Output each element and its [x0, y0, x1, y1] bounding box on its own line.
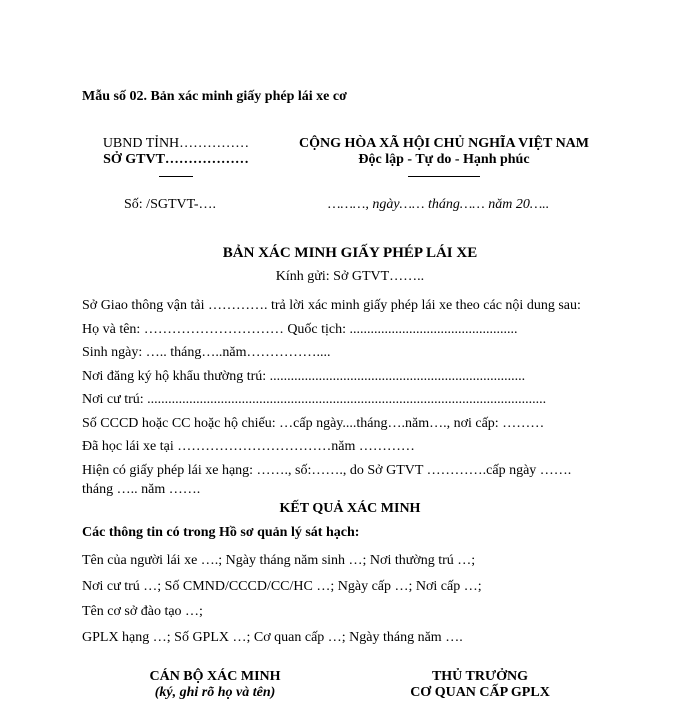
applicant-info [82, 294, 581, 498]
result-line: GPLX hạng …; Số GPLX …; Cơ quan cấp …; Ngày tháng năm …. [82, 629, 463, 645]
document-number: Số: /SGTVT-…. [124, 197, 217, 212]
right-separator [408, 176, 480, 177]
body-line: Sở Giao thông vận tải …………. trả lời xác minh giấy phép lái xe theo các nội dung sau: [82, 298, 581, 313]
body-line: Số CCCD hoặc CC hoặc hộ chiếu: …cấp ngày....tháng….năm…., nơi cấp: ……… [82, 415, 545, 431]
body-line: Nơi đăng ký hộ khẩu thường trú: ......................................................................... [82, 368, 526, 384]
body-line: Hiện có giấy phép lái xe hạng: ……., số:……., do Sở GTVT ………….cấp ngày ……. [82, 462, 572, 478]
verifier-signature [120, 669, 310, 701]
issuer-block [80, 136, 272, 177]
result-details [82, 548, 482, 650]
form-title: Mẫu số 02. Bản xác minh giấy phép lái xe cơ [82, 89, 347, 104]
body-line: Họ và tên: ………………………… Quốc tịch: ................................................ [82, 321, 518, 337]
head-subtitle: CƠ QUAN CẤP GPLX [410, 685, 550, 700]
verifier-title: CÁN BỘ XÁC MINH [149, 669, 281, 684]
body-line: Đã học lái xe tại ……………………………năm ………… [82, 439, 415, 454]
body-line: tháng ….. năm ……. [82, 482, 201, 497]
body-line: Sinh ngày: ….. tháng…..năm…………….... [82, 345, 331, 360]
head-title: THỦ TRƯỞNG [431, 669, 529, 684]
document-date: ………, ngày…… tháng…… năm 20….. [328, 197, 550, 212]
verifier-note: (ký, ghi rõ họ và tên) [154, 685, 276, 700]
document-title: BẢN XÁC MINH GIẤY PHÉP LÁI XE [222, 245, 478, 261]
body-line: Nơi cư trú: .................................................................................................................. [82, 392, 547, 407]
left-separator [159, 176, 193, 177]
result-line: Tên cơ sở đào tạo …; [82, 604, 203, 619]
result-line: Nơi cư trú …; Số CMND/CCCD/CC/HC …; Ngày cấp …; Nơi cấp …; [82, 578, 482, 594]
motto: Độc lập - Tự do - Hạnh phúc [358, 152, 530, 167]
country-name: CỘNG HÒA XÃ HỘI CHỦ NGHĨA VIỆT NAM [298, 136, 589, 151]
department-line: SỞ GTVT……………… [103, 152, 249, 167]
national-heading [283, 136, 605, 177]
result-line: Tên của người lái xe ….; Ngày tháng năm sinh …; Nơi thường trú …; [82, 553, 476, 568]
addressee: Kính gửi: Sở GTVT…….. [275, 269, 425, 284]
province-line: UBND TỈNH…………… [102, 136, 250, 151]
result-subtitle: Các thông tin có trong Hồ sơ quản lý sát hạch: [82, 525, 360, 540]
result-title: KẾT QUẢ XÁC MINH [279, 501, 421, 516]
head-signature [380, 669, 580, 701]
